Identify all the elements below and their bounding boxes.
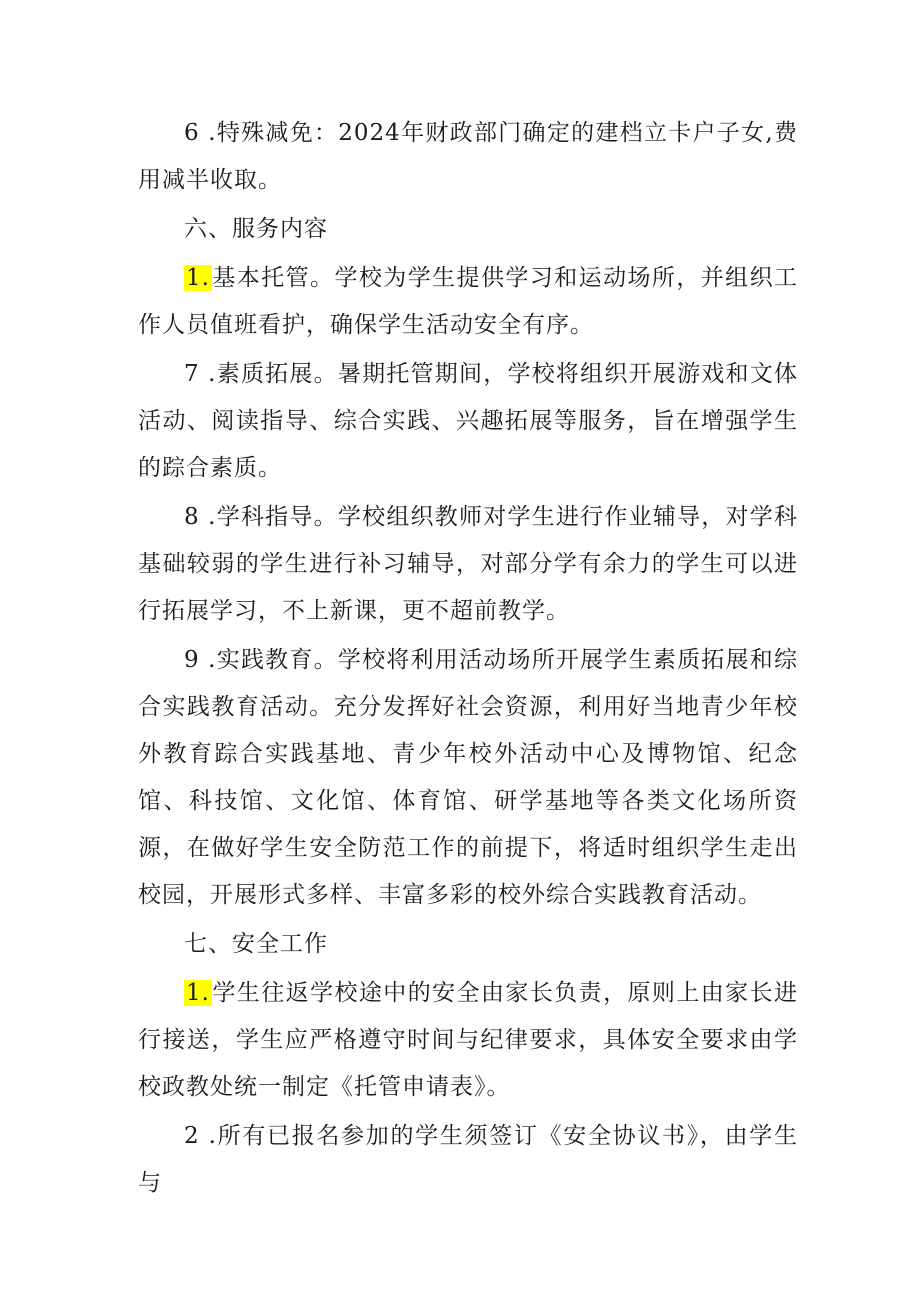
paragraph-item-2 [138,1113,798,1207]
paragraph-item-8 [138,494,798,635]
item-number: 8 [184,504,200,530]
item-number: 7 [184,361,200,387]
paragraph-basic-care [138,255,798,349]
paragraph-item-7 [138,351,798,492]
paragraph-text: .所有已报名参加的学生须签订《安全协议书》，由学生与 [138,1123,798,1196]
paragraph-text: .特殊减免：2024年财政部门确定的建档立卡户子女,费用减半收取。 [138,120,798,193]
item-number: 9 [184,647,200,673]
paragraph-item-6 [138,110,798,204]
section-heading-service-content: 六、服务内容 [184,216,328,242]
document-body [138,110,798,1209]
item-number: 6 [184,120,200,146]
paragraph-text: 学生往返学校途中的安全由家长负责，原则上由家长进行接送，学生应严格遵守时间与纪律要求，具体安全要求由学校政教处统一制定《托管申请表》。 [138,980,798,1100]
paragraph-text: .素质拓展。暑期托管期间，学校将组织开展游戏和文体活动、阅读指导、综合实践、兴趣拓展等服务，旨在增强学生的踪合素质。 [138,361,798,481]
item-number: 2 [184,1123,200,1149]
paragraph-safety-commute [138,970,798,1111]
paragraph-text: 基本托管。学校为学生提供学习和运动场所，并组织工作人员值班看护，确保学生活动安全有序。 [138,265,798,338]
paragraph-item-9 [138,637,798,919]
highlighted-item-number: 1. [186,265,210,291]
section-heading-safety-work: 七、安全工作 [184,931,328,957]
paragraph-text: .学科指导。学校组织教师对学生进行作业辅导，对学科基础较弱的学生进行补习辅导，对部分学有余力的学生可以进行拓展学习，不上新课，更不超前教学。 [138,504,798,624]
highlighted-item-number: 1. [186,980,210,1006]
paragraph-text: .实践教育。学校将利用活动场所开展学生素质拓展和综合实践教育活动。充分发挥好社会资源，利用好当地青少年校外教育踪合实践基地、青少年校外活动中心及博物馆、纪念馆、科技馆、文化馆、体育馆、研学基地等各类文化场所资源，在做好学生安全防范工作的前提下，将适时组织学生走出校园，开展形式多样、丰富多彩的校外综合实践教育活动。 [138,647,798,908]
